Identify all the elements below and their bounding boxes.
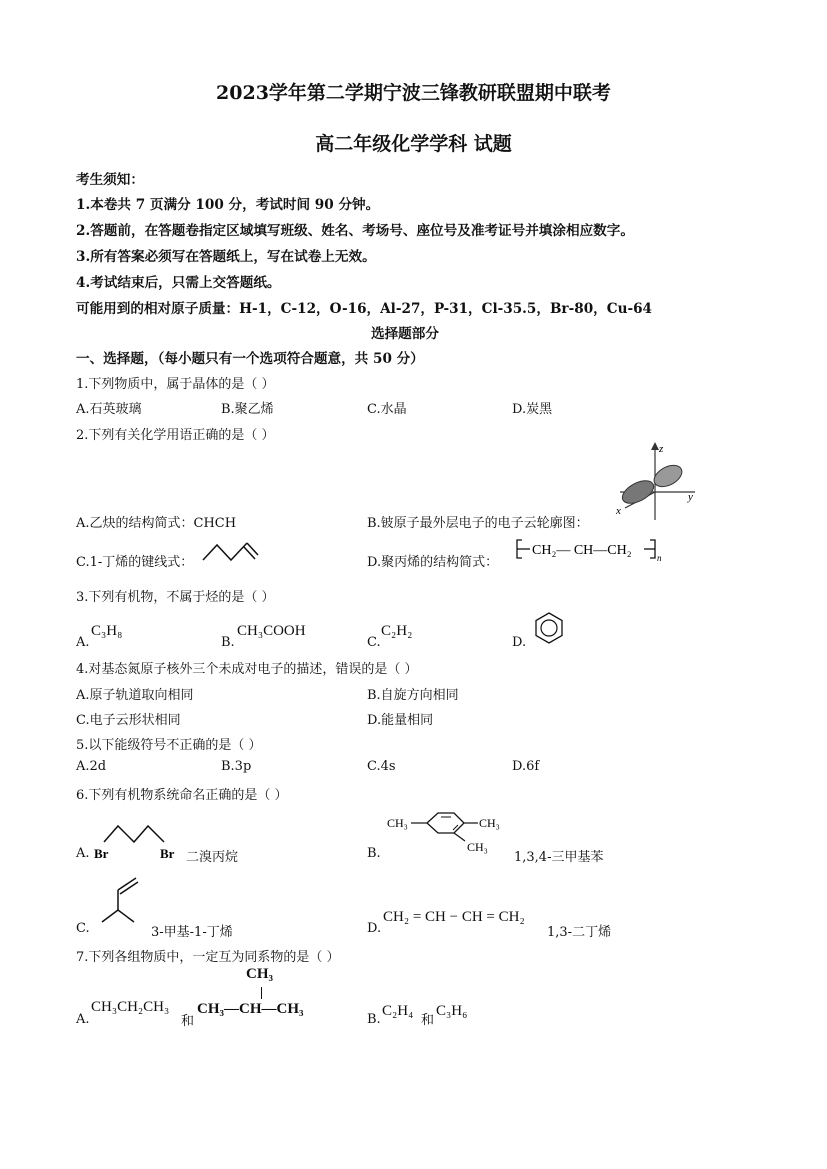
q5-stem: 5.以下能级符号不正确的是（ ） xyxy=(76,738,262,753)
q6-option-b: B. xyxy=(367,846,381,861)
q6-option-b-name: 1,3,4-三甲基苯 xyxy=(514,850,604,865)
q2-option-d: D.聚丙烯的结构简式： xyxy=(367,555,499,570)
exam-subtitle: 高二年级化学学科 试题 xyxy=(315,133,512,155)
q6-option-a-name: 二溴丙烷 xyxy=(186,850,239,865)
acetylene-formula: C₂H₂ xyxy=(381,623,413,639)
polymer-n-label: n xyxy=(657,553,662,563)
isobutane-main-chain: CH₃—CH—CH₃ xyxy=(197,1001,304,1017)
p-orbital-diagram xyxy=(610,440,700,522)
q1-option-b: B.聚乙烯 xyxy=(221,402,274,417)
part-title: 选择题部分 xyxy=(371,326,439,342)
isobutane-branch-bond xyxy=(261,987,262,999)
q2-option-a: A.乙炔的结构简式：CHCH xyxy=(76,516,237,531)
q4-option-c: C.电子云形状相同 xyxy=(76,713,181,728)
q5-option-c: C.4s xyxy=(367,759,396,774)
axis-z-label: z xyxy=(659,443,664,455)
butadiene-formula: CH₂ = CH − CH = CH₂ xyxy=(383,909,525,925)
q1-option-d: D.炭黑 xyxy=(512,402,553,417)
q7-option-a-and: 和 xyxy=(181,1014,195,1029)
axis-y-label: y xyxy=(688,491,693,503)
polypropylene-formula xyxy=(514,536,666,566)
dibromopropane-skeletal xyxy=(92,818,182,862)
ethene-formula: C₂H₄ xyxy=(382,1003,414,1019)
q5-option-a: A.2d xyxy=(76,759,107,774)
q3-option-a: A. xyxy=(76,635,90,650)
benzene-ring xyxy=(532,611,566,645)
section-heading: 一、选择题，（每小题只有一个选项符合题意，共 50 分） xyxy=(76,351,424,367)
propane-condensed-formula: CH₃CH₂CH₃ xyxy=(91,999,170,1015)
isobutane-methyl-top: CH₃ xyxy=(246,966,273,982)
methylbutene-skeletal xyxy=(96,872,146,936)
q6-option-c-name: 3-甲基-1-丁烯 xyxy=(151,925,233,940)
bromine-label-2: Br xyxy=(160,846,175,861)
atomic-masses: 可能用到的相对原子质量：H-1，C-12，O-16，Al-27，P-31，Cl-35.5，Br-80，Cu-64 xyxy=(76,301,653,317)
q6-option-d: D. xyxy=(367,921,382,936)
polypropylene-repeat-unit: CH₂— CH—CH₂ xyxy=(532,543,632,558)
exam-title: 2023学年第二学期宁波三锋教研联盟期中联考 xyxy=(216,82,611,104)
notice-heading: 考生须知： xyxy=(76,172,144,188)
q5-option-d: D.6f xyxy=(512,759,540,774)
butene-skeletal-formula xyxy=(200,535,262,565)
q3-option-b: B. xyxy=(221,635,235,650)
q1-option-a: A.石英玻璃 xyxy=(76,402,142,417)
q6-stem: 6.下列有机物系统命名正确的是（ ） xyxy=(76,788,288,803)
q1-stem: 1.下列物质中，属于晶体的是（ ） xyxy=(76,377,275,392)
q7-option-b: B. xyxy=(367,1012,381,1027)
propene-formula: C₃H₆ xyxy=(436,1003,468,1019)
q6-option-a: A. xyxy=(76,846,90,861)
acetic-acid-formula: CH₃COOH xyxy=(237,623,306,639)
q4-stem: 4.对基态氮原子核外三个未成对电子的描述，错误的是（ ） xyxy=(76,662,418,677)
bromine-label-1: Br xyxy=(94,846,109,861)
q7-option-b-and: 和 xyxy=(421,1013,435,1028)
q4-option-d: D.能量相同 xyxy=(367,713,434,728)
axis-x-label: x xyxy=(616,505,621,517)
q7-stem: 7.下列各组物质中，一定互为同系物的是（ ） xyxy=(76,950,340,965)
q3-option-c: C. xyxy=(367,635,381,650)
q4-option-a: A.原子轨道取向相同 xyxy=(76,688,194,703)
q3-option-d: D. xyxy=(512,635,527,650)
q6-option-c: C. xyxy=(76,921,90,936)
methyl-label-3: CH₃ xyxy=(467,840,488,854)
q4-option-b: B.自旋方向相同 xyxy=(367,688,459,703)
q2-option-b: B.铍原子最外层电子的电子云轮廓图： xyxy=(367,516,589,531)
q1-option-c: C.水晶 xyxy=(367,402,407,417)
q5-option-b: B.3p xyxy=(221,759,252,774)
notice-item-2: 2.答题前，在答题卷指定区域填写班级、姓名、考场号、座位号及准考证号并填涂相应数字。 xyxy=(76,223,634,239)
q7-option-a: A. xyxy=(76,1012,90,1027)
trimethylbenzene-structure xyxy=(385,803,515,857)
methyl-label-1: CH₃ xyxy=(387,816,408,830)
q2-option-c: C.1-丁烯的键线式： xyxy=(76,555,194,570)
q3-stem: 3.下列有机物，不属于烃的是（ ） xyxy=(76,590,275,605)
notice-item-4: 4.考试结束后，只需上交答题纸。 xyxy=(76,275,281,291)
q6-option-d-name: 1,3-二丁烯 xyxy=(547,925,612,940)
propane-formula: C₃H₈ xyxy=(91,623,123,639)
notice-item-1: 1.本卷共 7 页满分 100 分，考试时间 90 分钟。 xyxy=(76,197,380,213)
q2-stem: 2.下列有关化学用语正确的是（ ） xyxy=(76,428,275,443)
methyl-label-2: CH₃ xyxy=(479,816,500,830)
notice-item-3: 3.所有答案必须写在答题纸上，写在试卷上无效。 xyxy=(76,249,376,265)
